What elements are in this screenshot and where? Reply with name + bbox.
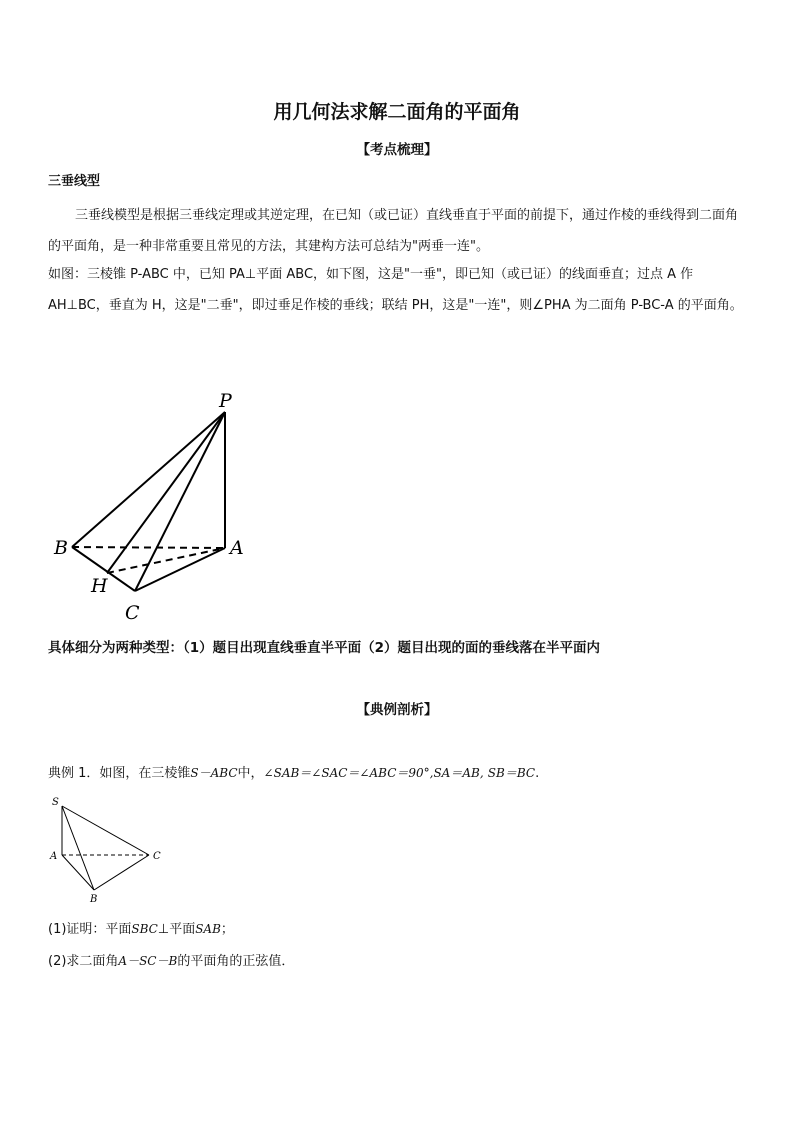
paragraph-intro: 三垂线模型是根据三垂线定理或其逆定理，在已知（或已证）直线垂直于平面的前提下，通过作棱的垂线得到二面角的平面角，是一种非常重要且常见的方法，其建构方法可总结为"两垂一连"。 [48, 208, 739, 254]
label-b: B [54, 537, 68, 559]
paragraph-example-explanation: 如图：三棱锥 P-ABC 中，已知 PA⊥平面 ABC，如下图，这是"一垂"，即已知（或已证）的线面垂直；过点 A 作 AH⊥BC，垂直为 H，这是"二垂"，即过垂足作棱的垂线；联结 PH，这是"一连"，则∠PHA 为二面角 P-BC-A 的平面角。 [48, 267, 743, 313]
edge-ab [62, 855, 94, 890]
label-s: S [52, 797, 59, 808]
question-2: (2)求二面角A－SC－B的平面角的正弦值． [48, 954, 295, 969]
label-h: H [91, 575, 108, 597]
edge-sb [62, 806, 94, 890]
label-a: A [50, 851, 58, 862]
edge-bc [94, 855, 149, 890]
edge-ba-hidden [72, 547, 225, 548]
edge-pb [72, 412, 225, 547]
section-heading-review: 【考点梳理】 [356, 142, 438, 158]
edge-ha-hidden [107, 548, 225, 573]
edge-sc [62, 806, 149, 855]
section-heading-examples: 【典例剖析】 [356, 702, 438, 718]
example-1-statement: 典例 1．如图，在三棱锥S－ABC中，∠SAB＝∠SAC＝∠ABC＝90°,SA＝AB, SB＝BC. [48, 766, 540, 781]
page-title: 用几何法求解二面角的平面角 [273, 101, 521, 123]
label-p: P [219, 390, 232, 412]
edge-ca [135, 548, 225, 591]
topic-heading: 三垂线型 [48, 174, 101, 189]
type-summary: 具体细分为两种类型：（1）题目出现直线垂直半平面（2）题目出现的面的垂线落在半平面内 [48, 640, 601, 656]
label-b: B [90, 894, 98, 905]
pyramid-sabc-figure [44, 793, 174, 908]
label-c: C [125, 602, 140, 624]
pyramid-pabc-figure [40, 385, 270, 630]
question-1: (1)证明：平面SBC⊥平面SAB； [48, 922, 234, 937]
label-c: C [153, 851, 161, 862]
label-a: A [230, 537, 244, 559]
